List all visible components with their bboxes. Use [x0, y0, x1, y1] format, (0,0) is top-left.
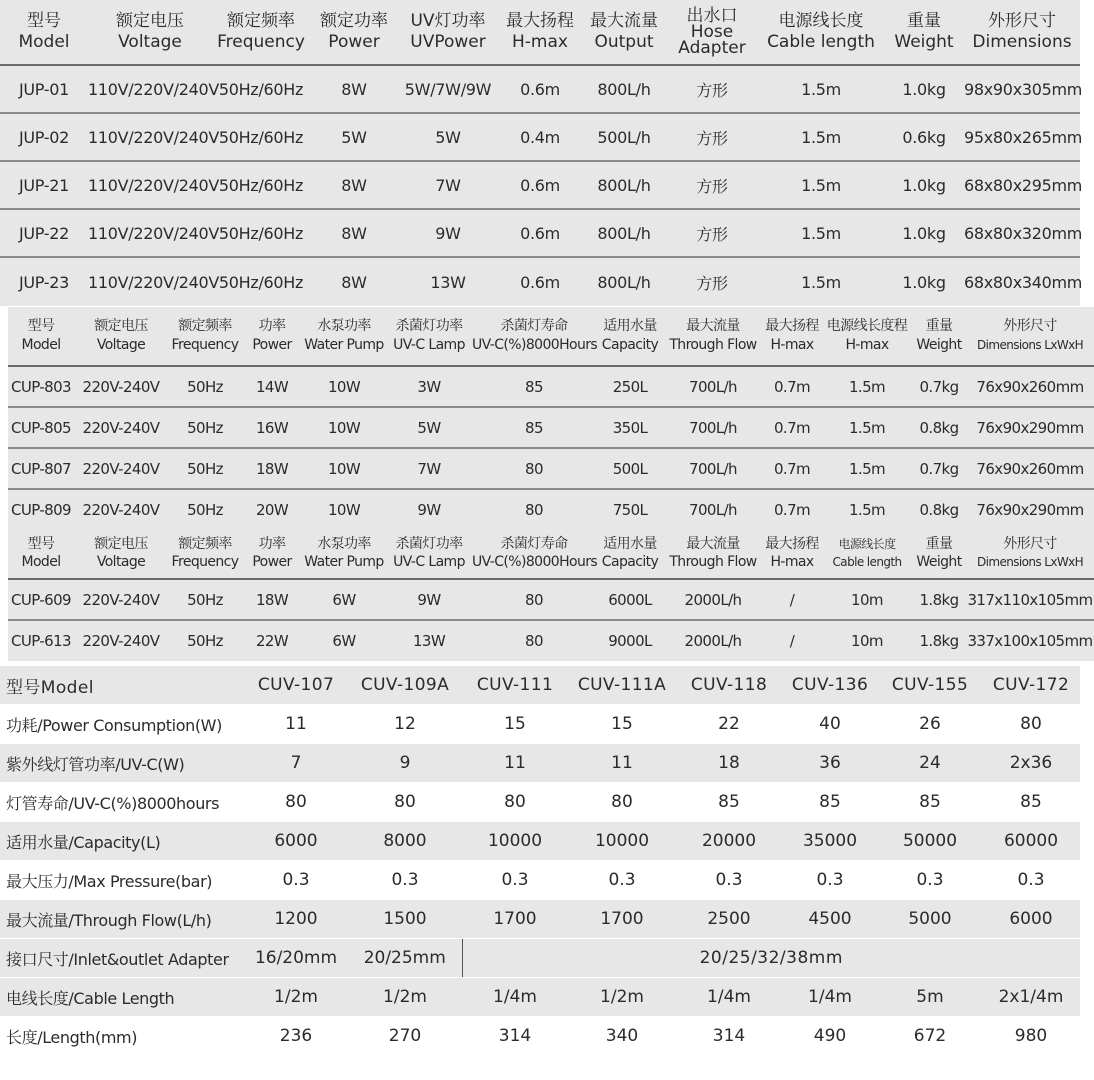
table-cell: 250L: [596, 366, 664, 407]
table-cell: 98x90x305mm: [964, 65, 1080, 113]
table-cell: 8W: [341, 272, 367, 292]
table-cell: 20/25/32/38mm: [462, 939, 1080, 978]
header-cell: 最大流量 Through Flow: [664, 528, 762, 579]
table-cell: 1.5m: [822, 448, 912, 489]
table-cell: 68x80x320mm: [964, 209, 1080, 257]
table-cell: 18W: [242, 579, 302, 620]
table-cell: 1/4m: [462, 978, 568, 1017]
header-cell: 重量 Weight: [912, 307, 966, 366]
row-label: 接口尺寸/Inlet&outlet Adapter: [0, 939, 244, 978]
table-cell: 270: [348, 1017, 462, 1056]
table-cell: 22: [676, 705, 782, 744]
table-cell: 700L/h: [664, 407, 762, 448]
table-cell: 85: [982, 783, 1080, 822]
table-row: [8, 366, 1094, 407]
table-cell: 110V/220V/240V: [88, 113, 212, 161]
table-cell: 0.3: [348, 861, 462, 900]
table-cell: 7W: [398, 161, 498, 209]
cuv-spec-table: [0, 666, 1080, 1056]
table-cell: 85: [676, 783, 782, 822]
model-cell: JUP-22: [0, 209, 88, 257]
table-cell: 700L/h: [689, 501, 737, 519]
header-cell: 适用水量 Capacity: [596, 307, 664, 366]
table-cell: 2000L/h: [684, 632, 742, 650]
table-cell: 5000: [878, 900, 982, 939]
table-cell: 80: [568, 783, 676, 822]
table-cell: 800L/h: [582, 161, 666, 209]
table-cell: 5W: [310, 113, 398, 161]
header-cell: 杀菌灯功率 UV-C Lamp: [386, 307, 472, 366]
table-cell: 15: [462, 705, 568, 744]
table-cell: 36: [782, 744, 878, 783]
header-cell: 最大扬程 H-max: [762, 307, 822, 366]
table-cell: 0.3: [782, 861, 878, 900]
header-cell: 型号 Model: [0, 0, 88, 65]
table-cell: 672: [878, 1017, 982, 1056]
table-cell: 50Hz/60Hz: [212, 161, 310, 209]
table-cell: 76x90x260mm: [966, 448, 1094, 489]
model-cell: CUP-803: [8, 366, 74, 407]
table-cell: 6W: [332, 632, 356, 650]
model-header-cell: CUV-155: [878, 666, 982, 705]
model-header-cell: CUV-111A: [568, 666, 676, 705]
table-cell: 76x90x290mm: [976, 501, 1084, 519]
table-cell: 60000: [982, 822, 1080, 861]
header-cell: 出水口 Hose Adapter: [666, 0, 758, 65]
table-cell: 1.5m: [822, 366, 912, 407]
header-cell: 外形尺寸 Dimensions: [964, 0, 1080, 65]
table-cell: 20000: [676, 822, 782, 861]
table-cell: 500L/h: [582, 113, 666, 161]
table-cell: 50Hz/60Hz: [218, 272, 304, 292]
table-cell: 80: [348, 783, 462, 822]
table-cell: 76x90x290mm: [966, 407, 1094, 448]
header-cell: 额定频率 Frequency: [168, 528, 242, 579]
model-header-cell: CUV-118: [676, 666, 782, 705]
table-cell: 6000: [982, 900, 1080, 939]
table-cell: 1.5m: [801, 272, 841, 292]
table-row: [8, 448, 1094, 489]
row-label: 长度/Length(mm): [0, 1017, 244, 1056]
header-cell: 额定电压 Voltage: [74, 307, 168, 366]
table-cell: 1/4m: [676, 978, 782, 1017]
table-cell: 18: [676, 744, 782, 783]
model-cell: JUP-23: [18, 272, 70, 292]
header-cell: 最大扬程 H-max: [498, 0, 582, 65]
header-cell: 额定频率 Frequency: [212, 0, 310, 65]
table-cell: 314: [462, 1017, 568, 1056]
table-cell: 9: [348, 744, 462, 783]
table-cell: 337x100x105mm: [967, 632, 1093, 650]
table-cell: 10000: [568, 822, 676, 861]
header-cell: 水泵功率 Water Pump: [302, 528, 386, 579]
table-cell: 20W: [255, 501, 289, 519]
model-cell: JUP-21: [0, 161, 88, 209]
table-row: [8, 620, 1094, 661]
row-label: 最大流量/Through Flow(L/h): [0, 900, 244, 939]
header-cell: 重量 Weight: [912, 528, 966, 579]
table-cell: 3W: [386, 366, 472, 407]
table-cell: 95x80x265mm: [964, 113, 1080, 161]
table-cell: 0.4m: [498, 113, 582, 161]
model-header-cell: CUV-172: [982, 666, 1080, 705]
table-cell: 80: [525, 632, 543, 650]
model-cell: JUP-02: [0, 113, 88, 161]
table-cell: 50Hz/60Hz: [212, 113, 310, 161]
table-cell: 80: [462, 783, 568, 822]
table-cell: 700L/h: [664, 448, 762, 489]
table-cell: 50Hz: [168, 366, 242, 407]
header-cell: 杀菌灯寿命 UV-C(%)8000Hours: [472, 528, 596, 579]
table-cell: 1.8kg: [919, 632, 959, 650]
table-cell: 10W: [302, 366, 386, 407]
table-cell: 85: [878, 783, 982, 822]
table-cell: 236: [244, 1017, 348, 1056]
table-cell: 12: [348, 705, 462, 744]
model-cell: CUP-613: [10, 632, 71, 650]
header-cell: 功率 Power: [242, 307, 302, 366]
table-cell: 2000L/h: [664, 579, 762, 620]
table-row: [0, 209, 1080, 257]
table-cell: 方形: [666, 113, 758, 161]
table-cell: 35000: [782, 822, 878, 861]
table-cell: 1.0kg: [884, 161, 964, 209]
table-cell: 10000: [462, 822, 568, 861]
table-cell: 800L/h: [597, 272, 651, 292]
header-cell: 重量 Weight: [884, 0, 964, 65]
table-cell: 700L/h: [664, 366, 762, 407]
table-row: [8, 579, 1094, 620]
header-cell: 最大流量 Output: [582, 0, 666, 65]
table-cell: 50Hz/60Hz: [212, 65, 310, 113]
table-cell: 13W: [430, 272, 466, 292]
table-cell: 20/25mm: [348, 939, 462, 978]
table-header-row: [8, 307, 1094, 366]
table-cell: 5W: [398, 113, 498, 161]
table-cell: 2x1/4m: [982, 978, 1080, 1017]
table-cell: 9W: [417, 501, 441, 519]
table-cell: 85: [472, 407, 596, 448]
table-cell: 方形: [696, 273, 728, 293]
row-label: 功耗/Power Consumption(W): [0, 705, 244, 744]
table-row: [0, 65, 1080, 113]
table-header-row: [8, 528, 1094, 579]
table-row: [0, 900, 1080, 939]
table-cell: 9W: [398, 209, 498, 257]
table-cell: 16W: [242, 407, 302, 448]
table-cell: 5m: [878, 978, 982, 1017]
table-cell: 220V-240V: [82, 632, 160, 650]
table-cell: 0.6m: [520, 272, 560, 292]
table-cell: 1500: [348, 900, 462, 939]
table-cell: 1.5m: [758, 113, 884, 161]
table-cell: 1.8kg: [912, 579, 966, 620]
table-cell: 10m: [851, 632, 883, 650]
table-cell: 方形: [666, 209, 758, 257]
table-cell: 0.6kg: [884, 113, 964, 161]
header-cell: 电源线长度程 H-max: [822, 307, 912, 366]
table-cell: 15: [568, 705, 676, 744]
table-cell: 8000: [348, 822, 462, 861]
table-cell: 110V/220V/240V: [88, 161, 212, 209]
table-cell: 6W: [302, 579, 386, 620]
table-cell: 1.5m: [758, 65, 884, 113]
header-cell: 外形尺寸 Dimensions LxWxH: [966, 528, 1094, 579]
table-cell: 8W: [310, 209, 398, 257]
table-row: [0, 978, 1080, 1017]
table-cell: 85: [782, 783, 878, 822]
table-cell: /: [762, 579, 822, 620]
table-cell: 5W/7W/9W: [398, 65, 498, 113]
table-cell: 8W: [310, 161, 398, 209]
table-cell: 7: [244, 744, 348, 783]
table-cell: 10W: [302, 448, 386, 489]
header-cell: 额定功率 Power: [310, 0, 398, 65]
header-cell: 杀菌灯功率 UV-C Lamp: [386, 528, 472, 579]
model-header-cell: CUV-136: [782, 666, 878, 705]
table-cell: 50Hz: [187, 632, 223, 650]
table-cell: 11: [244, 705, 348, 744]
table-cell: 68x80x340mm: [964, 272, 1083, 292]
table-cell: 80: [472, 448, 596, 489]
table-header-row: [0, 666, 1080, 705]
table-cell: 85: [472, 366, 596, 407]
table-cell: 1/2m: [244, 978, 348, 1017]
table-cell: 110V/220V/240V: [88, 65, 212, 113]
table-cell: 40: [782, 705, 878, 744]
table-cell: 50Hz: [168, 579, 242, 620]
table-cell: 5W: [386, 407, 472, 448]
table-row: [0, 257, 1080, 306]
table-cell: 0.3: [462, 861, 568, 900]
table-cell: 1.5m: [848, 501, 886, 519]
table-cell: 0.8kg: [919, 501, 959, 519]
table-cell: 0.3: [982, 861, 1080, 900]
cup-800-spec-table: [8, 307, 1094, 530]
row-label: 适用水量/Capacity(L): [0, 822, 244, 861]
table-cell: 10W: [327, 501, 361, 519]
header-cell: 额定电压 Voltage: [74, 528, 168, 579]
table-cell: 110V/220V/240V: [88, 272, 220, 292]
model-cell: CUP-807: [8, 448, 74, 489]
table-cell: 1.5m: [822, 407, 912, 448]
table-cell: 18W: [242, 448, 302, 489]
table-cell: 2500: [676, 900, 782, 939]
table-row: [0, 744, 1080, 783]
model-cell: CUP-809: [10, 501, 71, 519]
table-cell: 0.3: [568, 861, 676, 900]
model-header-cell: CUV-107: [244, 666, 348, 705]
table-cell: 0.6m: [498, 161, 582, 209]
header-cell: 型号 Model: [8, 307, 74, 366]
table-cell: 750L: [612, 501, 648, 519]
table-cell: 1.5m: [758, 209, 884, 257]
model-cell: CUP-609: [8, 579, 74, 620]
table-cell: 1/2m: [568, 978, 676, 1017]
row-label: 最大压力/Max Pressure(bar): [0, 861, 244, 900]
header-cell: 功率 Power: [242, 528, 302, 579]
table-cell: 317x110x105mm: [966, 579, 1094, 620]
table-cell: 50Hz: [187, 501, 223, 519]
header-cell: UV灯功率 UVPower: [398, 0, 498, 65]
table-cell: 26: [878, 705, 982, 744]
table-cell: 11: [568, 744, 676, 783]
table-cell: 50Hz: [168, 407, 242, 448]
table-cell: 0.6m: [498, 209, 582, 257]
table-cell: 0.3: [244, 861, 348, 900]
table-row: [0, 1017, 1080, 1056]
table-cell: 0.7kg: [912, 448, 966, 489]
model-header-cell: CUV-109A: [348, 666, 462, 705]
table-cell: 314: [676, 1017, 782, 1056]
table-cell: 1.0kg: [902, 272, 946, 292]
table-cell: 6000L: [596, 579, 664, 620]
table-cell: 76x90x260mm: [966, 366, 1094, 407]
table-cell: 0.7m: [773, 501, 811, 519]
header-cell: 电源线长度 Cable length: [758, 0, 884, 65]
table-cell: 10W: [302, 407, 386, 448]
table-cell: 24: [878, 744, 982, 783]
header-cell: 水泵功率 Water Pump: [302, 307, 386, 366]
table-cell: 1/2m: [348, 978, 462, 1017]
table-row: [0, 705, 1080, 744]
table-cell: 1700: [462, 900, 568, 939]
row-label: 灯管寿命/UV-C(%)8000hours: [0, 783, 244, 822]
table-row: [8, 407, 1094, 448]
table-cell: 220V-240V: [74, 366, 168, 407]
header-cell: 额定频率 Frequency: [168, 307, 242, 366]
model-cell: CUP-805: [8, 407, 74, 448]
table-cell: 4500: [782, 900, 878, 939]
table-cell: 2x36: [982, 744, 1080, 783]
table-cell: 9W: [386, 579, 472, 620]
table-row: [0, 939, 1080, 978]
table-cell: 0.7m: [762, 366, 822, 407]
table-cell: 0.7m: [762, 448, 822, 489]
header-cell: 型号 Model: [8, 528, 74, 579]
header-cell: 最大流量 Through Flow: [664, 307, 762, 366]
table-cell: 500L: [596, 448, 664, 489]
table-cell: 1200: [244, 900, 348, 939]
table-cell: 8W: [310, 65, 398, 113]
jup-spec-table: [0, 0, 1083, 306]
table-cell: 10m: [822, 579, 912, 620]
header-cell: 外形尺寸 Dimensions LxWxH: [966, 307, 1094, 366]
table-cell: 800L/h: [582, 209, 666, 257]
table-cell: 0.3: [878, 861, 982, 900]
table-row: [8, 489, 1094, 530]
table-cell: 0.7m: [762, 407, 822, 448]
header-cell: 适用水量 Capacity: [596, 528, 664, 579]
table-row: [0, 161, 1080, 209]
header-cell: 最大扬程 H-max: [762, 528, 822, 579]
table-cell: 1.5m: [758, 161, 884, 209]
table-cell: 0.8kg: [912, 407, 966, 448]
table-cell: 22W: [255, 632, 289, 650]
model-cell: JUP-01: [0, 65, 88, 113]
table-cell: 80: [472, 579, 596, 620]
table-cell: 80: [244, 783, 348, 822]
table-cell: 340: [568, 1017, 676, 1056]
table-cell: 方形: [666, 161, 758, 209]
table-cell: 0.7kg: [912, 366, 966, 407]
table-cell: 1/4m: [782, 978, 878, 1017]
row-label: 型号Model: [0, 666, 244, 705]
header-cell: 额定电压 Voltage: [88, 0, 212, 65]
table-cell: 1700: [568, 900, 676, 939]
table-cell: 7W: [386, 448, 472, 489]
table-cell: 68x80x295mm: [964, 161, 1080, 209]
table-cell: 0.3: [676, 861, 782, 900]
table-cell: 350L: [596, 407, 664, 448]
table-cell: 9000L: [608, 632, 652, 650]
table-cell: 220V-240V: [82, 501, 160, 519]
table-row: [0, 113, 1080, 161]
header-cell: 杀菌灯寿命 UV-C(%)8000Hours: [472, 307, 596, 366]
table-cell: 0.6m: [498, 65, 582, 113]
table-row: [0, 861, 1080, 900]
table-cell: 490: [782, 1017, 878, 1056]
table-row: [0, 783, 1080, 822]
header-cell: 电源线长度 Cable length: [822, 528, 912, 579]
table-cell: 220V-240V: [74, 579, 168, 620]
table-cell: 80: [982, 705, 1080, 744]
table-cell: 6000: [244, 822, 348, 861]
table-cell: 50Hz: [168, 448, 242, 489]
model-header-cell: CUV-111: [462, 666, 568, 705]
cup-600-spec-table: [8, 528, 1094, 661]
table-cell: 980: [982, 1017, 1080, 1056]
table-cell: 220V-240V: [74, 448, 168, 489]
row-label: 紫外线灯管功率/UV-C(W): [0, 744, 244, 783]
table-cell: 800L/h: [582, 65, 666, 113]
table-cell: 11: [462, 744, 568, 783]
table-cell: 1.0kg: [884, 209, 964, 257]
table-cell: 110V/220V/240V: [88, 209, 212, 257]
table-cell: 80: [525, 501, 543, 519]
table-cell: 13W: [412, 632, 446, 650]
table-row: [0, 822, 1080, 861]
table-cell: 14W: [242, 366, 302, 407]
table-cell: 16/20mm: [244, 939, 348, 978]
table-cell: 50000: [878, 822, 982, 861]
table-cell: 50Hz/60Hz: [212, 209, 310, 257]
row-label: 电线长度/Cable Length: [0, 978, 244, 1017]
table-cell: 220V-240V: [74, 407, 168, 448]
table-cell: /: [789, 632, 795, 650]
table-cell: 方形: [666, 65, 758, 113]
table-cell: 1.0kg: [884, 65, 964, 113]
table-header-row: [0, 0, 1080, 65]
